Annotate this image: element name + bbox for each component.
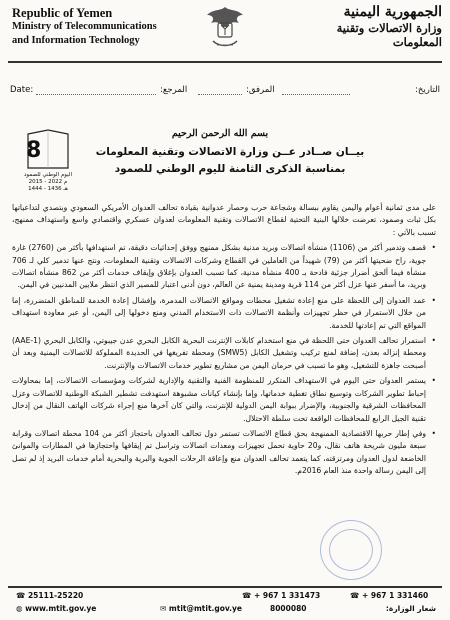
logo-number: 8 <box>26 138 42 163</box>
phone-2 <box>350 591 428 600</box>
bullet-1: • قصف وتدمير أكثر من (1106) منشأة اتصالات وبريد مدنية بشكل ممنهج ووفق إحداثيات دقيقة، تم استهدافها بأكثر من (2760) غارة جوية، راح ضحيتها أكثر من (79) شهيداً من العاملين في القطاع وشركات الاتصالات وتقنية المعلومات، ونتج عنها تدمير كلي لـ 706 منشأة فيما ألحق أضرار جزئية فادحة بـ 400 منشأة مدنية، كما تسبب العدوان بإغلاق وإيقاف خدمات أكثر من 862 منشأة اتصالات وبريد، ما أسفر عنها عزل أكثر من 114 قرية ومدينة يمنية عن العالم، دون أدنى اعتبار للمصير الذي انتظر ملايين المدنيين في اليمن. <box>12 242 436 292</box>
logo-line-3: 1444 - 1436 هـ <box>28 186 68 192</box>
attachment-line <box>282 94 350 95</box>
fax-number <box>16 591 83 600</box>
bullet-3: • استمرار تحالف العدوان حتى اللحظة في منع استخدام كابلات الإنترنت البحرية الكابل البحري عدن جيبوتي، والكابل البحري (AAE-1) ومحطة إنزاله بعدن، إضافة لمنع تركيب وتشغيل الكابل (SMW5) ومحطة تفريغها في الحديدة المملوكة للاتصالات اليمنية وبعد أن أصبحت جاهزة للتشغيل، وهو ما تسبب في حرمان اليمن من مشاريع تطوير خدمات الاتصالات والإنترنت. <box>12 335 436 372</box>
basmala: بسم الله الرحمن الرحيم <box>171 128 269 139</box>
phone-1-text: + 967 1 331473 <box>253 591 321 600</box>
intro-paragraph: على مدى ثمانية أعوام واليمن يقاوم ببسالة وشجاعة حرب وحصار عدوانية بقيادة تحالف العدوان الأمريكي السعودي وبتصدي لتداعياتها بكل ثبات وصمود، تعرضت خلالها البنية التحتية لقطاع الاتصالات وتقنية المعلومات لعدوان عسكري واقتصادي واسع واستهداف ممنهج، تسبب بالآتي : <box>12 203 436 237</box>
header-en-ministry: Ministry of Telecommunications <box>12 21 157 32</box>
date-en-line <box>36 94 156 95</box>
logo-line-2: 2015 - 2022 م <box>28 179 68 185</box>
yemen-eagle-emblem-icon <box>201 3 249 53</box>
date-en-label: Date: <box>10 85 34 95</box>
tax-value: 8000080 <box>270 604 307 613</box>
ref-label: المرجع: <box>160 85 188 95</box>
header-english <box>12 6 162 48</box>
statement-subtitle: بمناسبة الذكرى الثامنة لليوم الوطني للصمود <box>114 163 346 175</box>
phone-icon-2: ☎ <box>350 591 360 600</box>
header-ar-country: الجمهورية اليمنية <box>343 4 442 20</box>
date-ar-label: التاريخ: <box>415 85 440 95</box>
header-en-ministry-2: and Information Technology <box>12 35 140 46</box>
fax-text: 25111-25220 <box>27 591 84 600</box>
footer-contacts <box>10 589 440 617</box>
ministry-stamp-icon <box>320 520 382 580</box>
website-text: www.mtit.gov.ye <box>25 604 97 613</box>
statement-title: بيــان صــادر عــن وزارة الاتصالات وتقنية المعلومات <box>95 146 365 158</box>
email-text: mtit@mtit.gov.ye <box>168 604 243 613</box>
bullet-4: • يستمر العدوان حتى اليوم في الاستهداف المتكرر للمنظومة الفنية والتقنية والإدارية لشركات ومؤسسات الاتصالات، إما بمحاولات إحباط تطوير الشركات وتوسيع نطاق تغطية خدماتها، وإما بإنشاء كيانات مشبوهة استهدفت تشطير الشبكة الوطنية للاتصالات وعزل المحافظات الشرقية والجنوبية، والإضرار ببوابة اليمن الدولية للإنترنت، والتي كان آخرها منع إجراء شركات الهاتف النقال من إدخال تقنية الجيل الرابع للمحافظات الواقعة تحت سلطة الاحتلال. <box>12 375 436 425</box>
bullet-5: • وفي إطار حربها الاقتصادية الممنهجة بحق قطاع الاتصالات تستمر دول تحالف العدوان باحتجاز أكثر من 104 محطة اتصالات وقرابة سبعة مليون شريحة هاتف نقال، و20 حاوية تحمل تجهيزات ومعدات اتصالات وتراسل تم إيقافها واحتجازها في المطارات والموانئ الخاضعة لدول العدوان ومرتزقته، كما يتعمد تحالف العدوان منع وإعاقة الرحلات الجوية والبرية والبحرية أمام خدمات البريد إذ لم تصل إلى اليمن رسالة واحدة منذ العام 2016م. <box>12 428 436 478</box>
phone-1 <box>242 591 320 600</box>
bullet-2: • عمد العدوان إلى اللحظة على منع إعادة تشغيل محطات ومواقع الاتصالات المدمرة، وإفشال إعادة الخدمة للمناطق المتضررة، إما من خلال الاستمرار في حظر تجهيزات وأنظمة الاتصالات ذات الاستخدام المدني ومنع دخولها إلى اليمن، أو عبر معاودة استهداف المواقع التي تم إعادتها للخدمة. <box>12 295 436 332</box>
steadfastness-day-logo <box>18 128 78 206</box>
header-ar-ministry: وزارة الاتصالات وتقنية المعلومات <box>336 21 442 49</box>
globe-icon: ◍ <box>16 604 23 613</box>
phone-2-text: + 967 1 331460 <box>361 591 429 600</box>
website <box>16 604 96 613</box>
letter-fields-row <box>10 85 440 99</box>
ref-line <box>198 94 242 95</box>
attachment-label: المرفق: <box>246 85 275 95</box>
logo-line-1: اليوم الوطني للصمود <box>23 172 72 178</box>
email-icon: ✉ <box>160 604 167 613</box>
header-arabic <box>312 4 442 49</box>
phone-icon: ☎ <box>242 591 252 600</box>
footer-divider <box>8 586 442 588</box>
header-en-country: Republic of Yemen <box>12 6 113 20</box>
tax-number <box>270 604 307 613</box>
statement-body <box>12 202 436 478</box>
fax-icon: ☎ <box>16 591 26 600</box>
header-divider <box>8 61 442 63</box>
tax-label: شعار الوزارة: <box>385 604 436 613</box>
email <box>160 604 242 613</box>
